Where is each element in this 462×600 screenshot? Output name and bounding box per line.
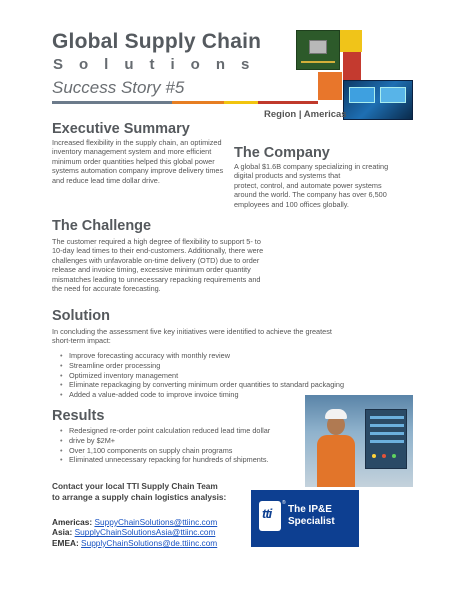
executive-summary-heading: Executive Summary [52, 121, 190, 137]
list-item: • Streamline order processing [60, 361, 390, 371]
challenge-heading: The Challenge [52, 218, 152, 234]
list-item: • Eliminated unnecessary repacking for hundreds of shipments. [60, 455, 300, 465]
company-heading: The Company [234, 145, 330, 161]
header-stripe-orange [172, 101, 224, 104]
list-item: • Added a value-added code to improve invoice timing [60, 390, 390, 400]
control-panel [365, 409, 407, 469]
solution-intro: In concluding the assessment five key initiatives were identified to achieve the greatest short-term impact: [52, 327, 332, 346]
list-item-continuation: • drive by $2M+ [60, 436, 300, 446]
results-heading: Results [52, 408, 105, 424]
challenge-text: The customer required a high degree of flexibility to support 5- to 10-day lead times to their end-customers. Additionally, there were challenges with unfavorable on-time delivery (OTD) due to order release and invoice timing, excessive minimum order quantity mismatches leading to unnecessary repacking requirements and the need for accurate forecasting. [52, 237, 264, 294]
chip-icon [309, 40, 327, 54]
region-label: Region | Americas [264, 109, 347, 120]
contact-emails [52, 517, 217, 548]
list-item: • Eliminate repackaging by converting minimum order quantities to standard packaging [60, 380, 390, 390]
email-row-asia: Asia: SupplyChainSolutionsAsia@ttiinc.com [52, 527, 216, 538]
solution-list [60, 351, 390, 400]
executive-summary-text: Increased flexibility in the supply chain, an optimized inventory management system and more efficient minimum order quantities helped this global power systems automation company improve delivery times and reduce lead time dollar drive. [52, 138, 224, 185]
list-item: • Optimized inventory management [60, 371, 390, 381]
control-room-image [343, 80, 413, 120]
solution-heading: Solution [52, 308, 110, 324]
contact-prompt: Contact your local TTI Supply Chain Team to arrange a supply chain logistics analysis: [52, 481, 227, 502]
email-row-emea: EMEA: SupplyChainSolutions@de.ttiinc.com [52, 537, 218, 548]
header-stripe-red [258, 101, 318, 104]
company-text: A global $1.6B company specializing in creating digital products and systems that protect, control, and automate power systems around the world. The company has over 6,500 employees and 100 offices globally. [234, 162, 389, 209]
engineer-photo [305, 395, 413, 487]
title-line-3: Success Story #5 [52, 78, 185, 97]
title-line-2: Solutions [53, 56, 266, 73]
logo-tagline: The IP&E Specialist [288, 504, 335, 527]
header-stripe-gray [52, 101, 172, 104]
list-item: • Redesigned re-order point calculation reduced lead time dollar [60, 426, 300, 436]
tti-logo-icon: tti [259, 501, 281, 531]
circuit-board-image [296, 30, 340, 70]
hard-hat-icon [325, 409, 347, 419]
email-link-americas[interactable]: SuppyChainSolutions@ttiinc.com [94, 517, 218, 527]
yellow-block [340, 30, 362, 52]
title-line-1: Global Supply Chain [52, 30, 262, 53]
list-item: • Over 1,100 components on supply chain programs [60, 446, 300, 456]
list-item: • Improve forecasting accuracy with monthly review [60, 351, 390, 361]
header-stripe-yellow [224, 101, 258, 104]
email-link-emea[interactable]: SupplyChainSolutions@de.ttiinc.com [81, 537, 218, 548]
orange-block [318, 72, 342, 100]
email-link-asia[interactable]: SupplyChainSolutionsAsia@ttiinc.com [74, 527, 216, 538]
results-list [60, 426, 300, 465]
tti-logo: tti ® The IP&E Specialist [251, 490, 359, 547]
email-row-americas: Americas: SuppyChainSolutions@ttiinc.com [52, 517, 218, 527]
